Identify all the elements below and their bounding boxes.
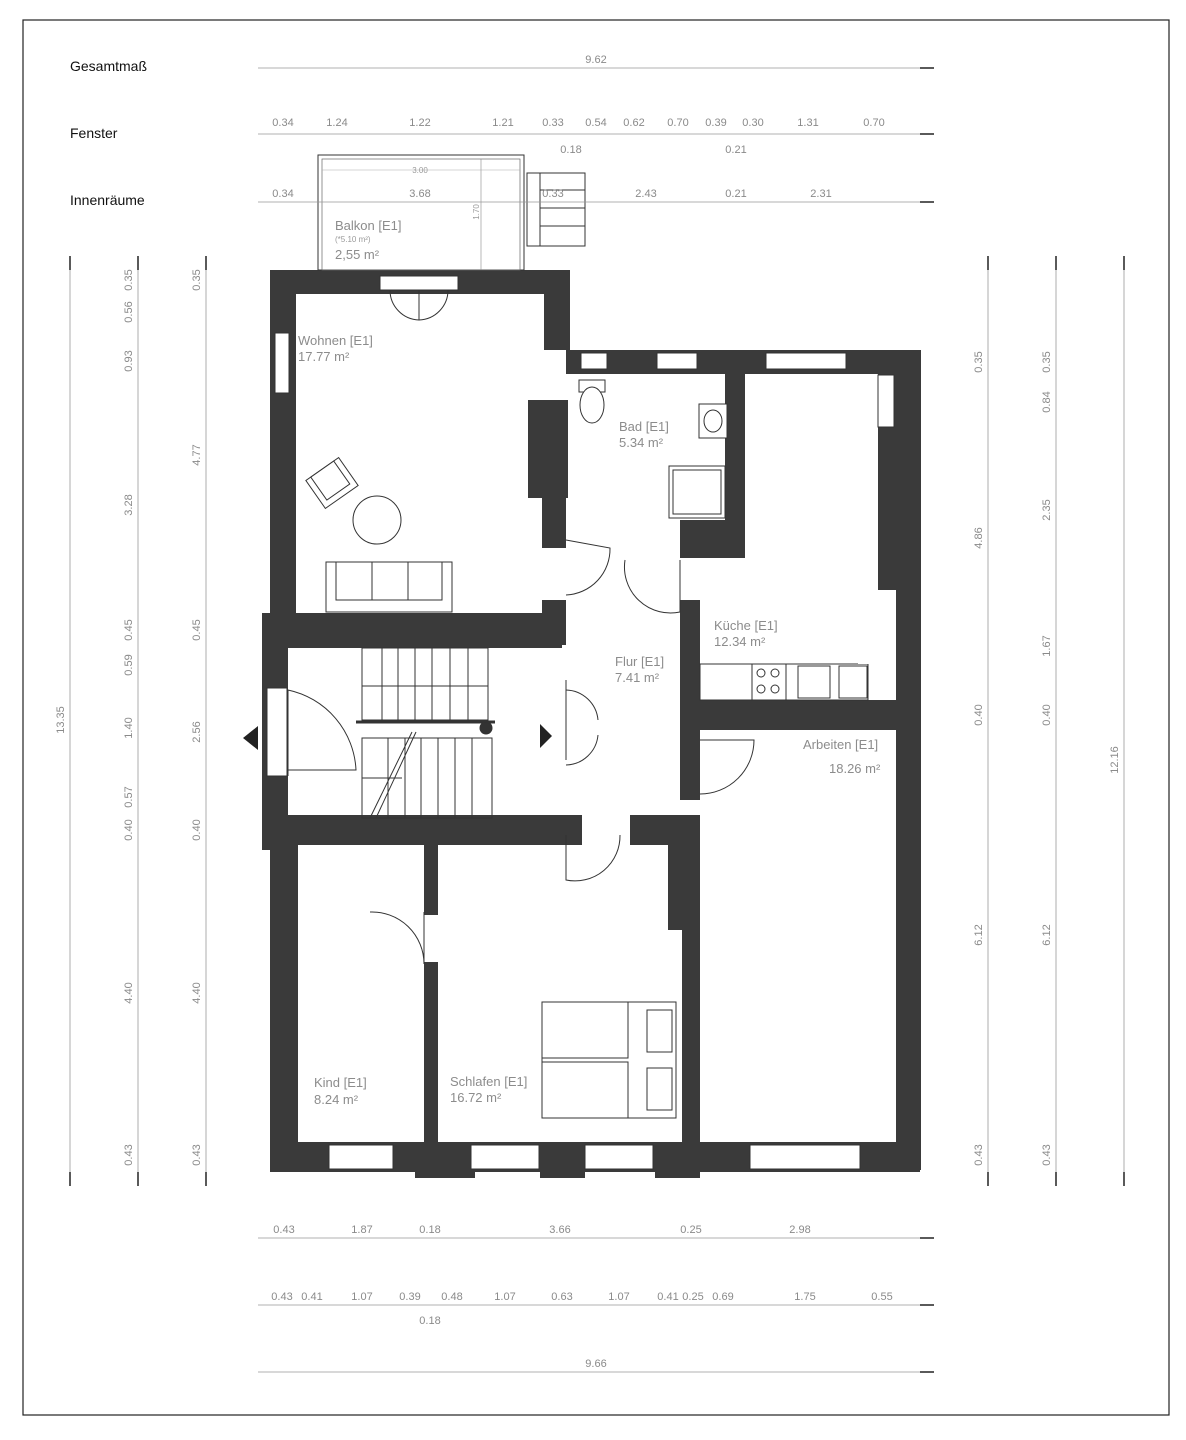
dim-top-total: 9.62: [585, 54, 607, 66]
dim-right-interior-0: 0.35: [973, 351, 985, 373]
dim-right-window-6: 0.43: [1041, 1144, 1053, 1166]
dim-bottom-window-sub-0: 0.18: [419, 1315, 441, 1327]
bad-name: Bad [E1]: [619, 419, 669, 434]
dim-bottom-window-2: 1.07: [351, 1291, 373, 1303]
dim-left-window-7: 0.57: [123, 786, 135, 808]
dim-bottom-window-10: 0.69: [712, 1291, 734, 1303]
dim-top-window-0: 0.34: [272, 117, 294, 129]
dim-top-window-8: 0.39: [705, 117, 727, 129]
dim-top-window-7: 0.70: [667, 117, 689, 129]
dim-bottom-window-5: 1.07: [494, 1291, 516, 1303]
dim-left-window-6: 1.40: [123, 717, 135, 739]
dimension-lines: [70, 68, 1124, 1372]
dim-top-interior-1: 3.68: [409, 188, 431, 200]
kueche-area: 12.34 m²: [714, 634, 766, 649]
arbeiten-name: Arbeiten [E1]: [803, 737, 879, 752]
dim-bottom-window-7: 1.07: [608, 1291, 630, 1303]
dim-bottom-window-4: 0.48: [441, 1291, 463, 1303]
schlafen-area: 16.72 m²: [450, 1090, 502, 1105]
dim-right-window-2: 2.35: [1041, 499, 1053, 521]
dim-bottom-window-6: 0.63: [551, 1291, 573, 1303]
dim-top-window-10: 1.31: [797, 117, 819, 129]
dim-top-window-9: 0.30: [742, 117, 764, 129]
dim-bottom-window-12: 0.55: [871, 1291, 893, 1303]
dim-left-window-2: 0.93: [123, 350, 135, 372]
dim-left-interior-3: 2.56: [191, 721, 203, 743]
dim-right-interior-4: 0.43: [973, 1144, 985, 1166]
dim-right-total: 12.16: [1109, 746, 1121, 774]
kind-area: 8.24 m²: [314, 1092, 359, 1107]
dim-top-interior-2: 0.33: [542, 188, 564, 200]
dim-top-interior-4: 0.21: [725, 188, 747, 200]
flur-area: 7.41 m²: [615, 670, 660, 685]
dim-top-window-2: 1.22: [409, 117, 431, 129]
dim-right-window-0: 0.35: [1041, 351, 1053, 373]
dim-left-window-3: 3.28: [123, 494, 135, 516]
dim-bottom-window-11: 1.75: [794, 1291, 816, 1303]
dim-bottom-window-9: 0.25: [682, 1291, 704, 1303]
page-frame: [23, 20, 1169, 1415]
dim-bottom-total: 9.66: [585, 1358, 607, 1370]
flur-name: Flur [E1]: [615, 654, 665, 669]
dim-left-interior-5: 4.40: [191, 982, 203, 1004]
dim-right-interior-3: 6.12: [973, 924, 985, 946]
dim-left-window-9: 4.40: [123, 982, 135, 1004]
balkon-dim-width: 3.00: [412, 166, 428, 175]
dim-bottom-window-1: 0.41: [301, 1291, 323, 1303]
dim-top-interior-0: 0.34: [272, 188, 294, 200]
dim-left-interior-4: 0.40: [191, 819, 203, 841]
dim-left-interior-6: 0.43: [191, 1144, 203, 1166]
dim-left-window-10: 0.43: [123, 1144, 135, 1166]
dim-top-window-6: 0.62: [623, 117, 645, 129]
dim-top-window-sub-0: 0.18: [560, 144, 582, 156]
balkon-note: (*5.10 m²): [335, 235, 371, 244]
wohnen-area: 17.77 m²: [298, 349, 350, 364]
schlafen-name: Schlafen [E1]: [450, 1074, 528, 1089]
dim-bottom-interior-4: 0.25: [680, 1224, 702, 1236]
entry-arrow-flur: [540, 724, 552, 748]
dim-top-interior-5: 2.31: [810, 188, 832, 200]
dim-top-window-5: 0.54: [585, 117, 607, 129]
staircase: [356, 648, 495, 818]
arbeiten-area: 18.26 m²: [829, 761, 881, 776]
balkon-name: Balkon [E1]: [335, 218, 402, 233]
dim-top-window-4: 0.33: [542, 117, 564, 129]
bad-area: 5.34 m²: [619, 435, 664, 450]
balkon-area: 2,55 m²: [335, 247, 380, 262]
dim-right-window-5: 6.12: [1041, 924, 1053, 946]
dim-left-interior-1: 4.77: [191, 444, 203, 466]
dim-left-window-4: 0.45: [123, 619, 135, 641]
dim-left-total: 13.35: [55, 706, 67, 734]
kueche-name: Küche [E1]: [714, 618, 778, 633]
dimension-ends: [70, 68, 1124, 1372]
dim-left-interior-2: 0.45: [191, 619, 203, 641]
dimension-labels: [55, 54, 1121, 1370]
dim-bottom-window-3: 0.39: [399, 1291, 421, 1303]
dim-left-window-8: 0.40: [123, 819, 135, 841]
dim-bottom-interior-5: 2.98: [789, 1224, 811, 1236]
dim-top-interior-3: 2.43: [635, 188, 657, 200]
kind-name: Kind [E1]: [314, 1075, 367, 1090]
balkon-dim-height: 1.70: [472, 204, 481, 220]
dim-right-interior-1: 4.86: [973, 527, 985, 549]
dim-top-window-sub-1: 0.21: [725, 144, 747, 156]
dim-left-interior-0: 0.35: [191, 269, 203, 291]
dim-top-window-3: 1.21: [492, 117, 514, 129]
dim-bottom-interior-2: 0.18: [419, 1224, 441, 1236]
label-gesamtmass: Gesamtmaß: [70, 58, 148, 74]
dim-bottom-interior-3: 3.66: [549, 1224, 571, 1236]
dim-bottom-window-8: 0.41: [657, 1291, 679, 1303]
label-fenster: Fenster: [70, 125, 118, 141]
dim-right-interior-2: 0.40: [973, 704, 985, 726]
kitchen-counter-fill: [858, 590, 896, 664]
dim-left-window-0: 0.35: [123, 269, 135, 291]
dim-right-window-1: 0.84: [1041, 391, 1053, 413]
dim-right-window-3: 1.67: [1041, 635, 1053, 657]
dim-bottom-interior-1: 1.87: [351, 1224, 373, 1236]
label-innenraeume: Innenräume: [70, 192, 145, 208]
dim-left-window-5: 0.59: [123, 654, 135, 676]
dim-right-window-4: 0.40: [1041, 704, 1053, 726]
entry-arrow-left: [243, 726, 258, 750]
dim-left-window-1: 0.56: [123, 301, 135, 323]
dim-top-window-11: 0.70: [863, 117, 885, 129]
dim-bottom-window-0: 0.43: [271, 1291, 293, 1303]
dim-bottom-interior-0: 0.43: [273, 1224, 295, 1236]
wohnen-name: Wohnen [E1]: [298, 333, 373, 348]
dim-top-window-1: 1.24: [326, 117, 348, 129]
